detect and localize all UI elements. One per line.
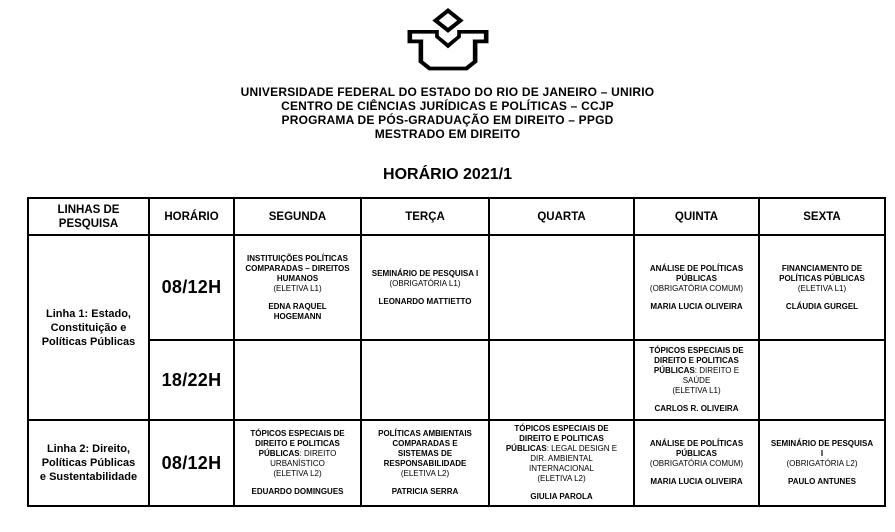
- course-text-line: CARLOS R. OLIVEIRA: [654, 404, 739, 413]
- cell-linha1-1822-terca: [361, 340, 489, 420]
- course-text-line: ANÁLISE DE POLÍTICAS PÚBLICAS: [649, 263, 744, 283]
- course-text-line: (ELETIVA L1): [797, 283, 847, 293]
- logo-container: [0, 0, 895, 79]
- cell-linha1-0812-quarta: [489, 235, 634, 340]
- cell-linha2-0812-horario: 08/12H: [149, 420, 234, 506]
- column-header-segunda: SEGUNDA: [234, 198, 361, 235]
- course-text-line: INSTITUIÇÕES POLÍTICAS COMPARADAS – DIREITOS HUMANOS: [245, 253, 350, 283]
- column-header-horario: HORÁRIO: [149, 198, 234, 235]
- cell-linha1-1822-sexta: [759, 340, 885, 420]
- table-row-linha1-1822: [28, 340, 885, 420]
- table-header-row: [28, 198, 885, 235]
- org-line-university: UNIVERSIDADE FEDERAL DO ESTADO DO RIO DE JANEIRO – UNIRIO: [240, 85, 655, 99]
- course-text-line: (OBRIGATÓRIA L2): [786, 459, 858, 468]
- cell-linha1-1822-quinta: [634, 340, 759, 420]
- course-text-line: (OBRIGATÓRIA L1): [389, 278, 461, 288]
- course-text-line: CLÁUDIA GURGEL: [785, 301, 859, 311]
- course-text-line: GIULIA PAROLA: [530, 492, 593, 501]
- org-line-program: PROGRAMA DE PÓS-GRADUAÇÃO EM DIREITO – PPGD: [281, 113, 614, 127]
- course-text-line: TÓPICOS ESPECIAIS DE DIREITO E POLITICAS PÚBLICAS: LEGAL DESIGN E DIR. AMBIENTAL INTERNACIONAL: [505, 424, 618, 473]
- column-header-linhas: LINHAS DE PESQUISA: [28, 198, 149, 235]
- course-text-line: (OBRIGATÓRIA COMUM): [649, 283, 744, 293]
- org-line-center: CENTRO DE CIÊNCIAS JURÍDICAS E POLÍTICAS – CCJP: [281, 99, 614, 113]
- cell-linha1-0812-terca: [361, 235, 489, 340]
- course-text-line: SEMINÁRIO DE PESQUISA I: [770, 439, 874, 458]
- table-row-linha1-0812: [28, 235, 885, 340]
- course-text-line: EDUARDO DOMINGUES: [251, 487, 344, 496]
- cell-linha1-1822-horario: 18/22H: [149, 340, 234, 420]
- cell-linha1-0812-sexta: [759, 235, 885, 340]
- course-text-line: (ELETIVA L2): [273, 469, 322, 478]
- column-header-sexta: SEXTA: [759, 198, 885, 235]
- course-text-line: ANÁLISE DE POLÍTICAS PÚBLICAS: [649, 439, 744, 458]
- course-text-line: (ELETIVA L1): [273, 283, 322, 293]
- course-text-line: PATRICIA SERRA: [391, 487, 459, 496]
- unirio-logo-icon: [402, 8, 494, 74]
- cell-linha1-0812-horario: 08/12H: [149, 235, 234, 340]
- cell-linha2-0812-segunda: [234, 420, 361, 506]
- course-text-line: SEMINÁRIO DE PESQUISA I: [371, 268, 479, 278]
- cell-linha1-0812-quinta: [634, 235, 759, 340]
- course-text-line: EDNA RAQUEL HOGEMANN: [268, 301, 327, 321]
- course-text-line: MARIA LUCIA OLIVEIRA: [650, 477, 743, 486]
- column-header-terca: TERÇA: [361, 198, 489, 235]
- course-text-line: (ELETIVA L2): [537, 474, 586, 483]
- cell-linha2-0812-quinta: [634, 420, 759, 506]
- course-text-line: FINANCIAMENTO DE POLÍTICAS PÚBLICAS: [779, 263, 865, 283]
- schedule-table: [27, 197, 886, 507]
- course-text-line: (ELETIVA L2): [400, 469, 450, 478]
- course-text-line: PAULO ANTUNES: [788, 477, 856, 486]
- column-header-quinta: QUINTA: [634, 198, 759, 235]
- cell-linha2-0812-linhas: Linha 2: Direito, Políticas Públicas e Sustentabilidade: [28, 420, 149, 506]
- course-text-line: (OBRIGATÓRIA COMUM): [649, 459, 744, 468]
- cell-linha1-1822-segunda: [234, 340, 361, 420]
- column-header-quarta: QUARTA: [489, 198, 634, 235]
- cell-linha2-0812-quarta: [489, 420, 634, 506]
- cell-linha1-0812-segunda: [234, 235, 361, 340]
- course-text-line: LEONARDO MATTIETTO: [378, 296, 472, 306]
- schedule-title: HORÁRIO 2021/1: [383, 166, 512, 183]
- course-text-line: (ELETIVA L1): [672, 386, 721, 395]
- institution-header: [0, 85, 895, 141]
- cell-linha1-1822-quarta: [489, 340, 634, 420]
- cell-linha2-0812-sexta: [759, 420, 885, 506]
- course-text-line: POLÍTICAS AMBIENTAIS COMPARADAS E SISTEMAS DE RESPONSABILIDADE: [378, 429, 472, 468]
- org-line-degree: MESTRADO EM DIREITO: [374, 127, 521, 141]
- cell-linha2-0812-terca: [361, 420, 489, 506]
- course-text-line: MARIA LUCIA OLIVEIRA: [650, 301, 743, 311]
- course-text-line: TÓPICOS ESPECIAIS DE DIREITO E POLITICAS PÚBLICAS: DIREITO URBANÍSTICO: [250, 429, 345, 468]
- course-text-line: TÓPICOS ESPECIAIS DE DIREITO E POLITICAS PÚBLICAS: DIREITO E SAÚDE: [649, 346, 744, 385]
- table-row-linha2-0812: [28, 420, 885, 506]
- cell-linha1-0812-linhas: Linha 1: Estado, Constituição e Políticas Públicas: [28, 235, 149, 420]
